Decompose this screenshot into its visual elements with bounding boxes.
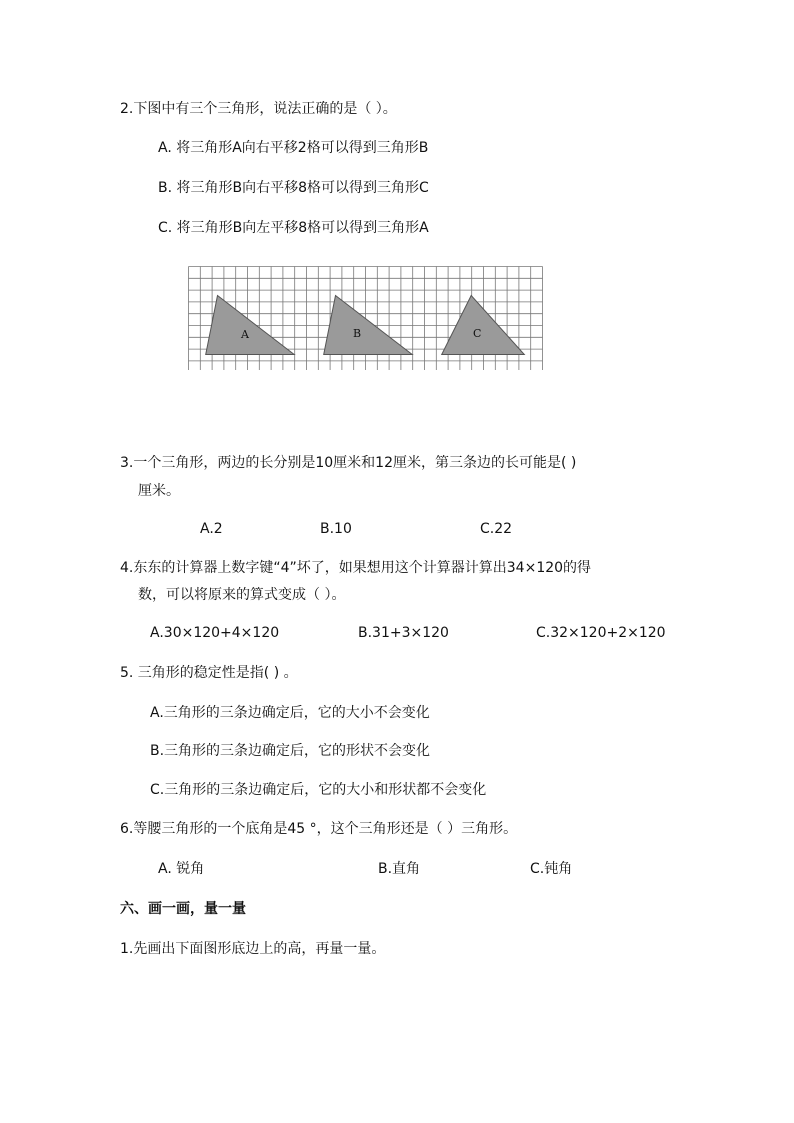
q2-stem: 2.下图中有三个三角形，说法正确的是（ ）。 xyxy=(120,101,397,117)
q4-stem-line2: 数，可以将原来的算式变成（ ）。 xyxy=(138,587,346,603)
q6-option-a: A. 锐角 xyxy=(158,861,205,877)
section6-title: 六、画一画，量一量 xyxy=(120,901,246,917)
section6-q1: 1.先画出下面图形底边上的高，再量一量。 xyxy=(120,941,386,957)
q3-stem-line1: 3.一个三角形，两边的长分别是10厘米和12厘米，第三条边的长可能是( ) xyxy=(120,455,577,471)
triangle-a-label: A xyxy=(241,328,249,341)
triangle-grid-figure xyxy=(188,266,544,370)
q3-stem-line2: 厘米。 xyxy=(138,483,180,499)
q4-option-b: B.31+3×120 xyxy=(358,625,449,641)
q6-option-b: B.直角 xyxy=(378,861,421,877)
q4-option-a: A.30×120+4×120 xyxy=(150,625,280,641)
q2-option-a: A. 将三角形A向右平移2格可以得到三角形B xyxy=(158,140,429,156)
triangle-b-label: B xyxy=(353,327,362,340)
q3-option-c: C.22 xyxy=(480,521,513,537)
q6-option-c: C.钝角 xyxy=(530,861,573,877)
q2-option-b: B. 将三角形B向右平移8格可以得到三角形C xyxy=(158,180,429,196)
q4-stem-line1: 4.东东的计算器上数字键“4”坏了，如果想用这个计算器计算出34×120的得 xyxy=(120,560,592,576)
q5-option-a: A.三角形的三条边确定后，它的大小不会变化 xyxy=(150,705,430,721)
triangle-a xyxy=(206,296,295,355)
triangle-c-label: C xyxy=(473,327,482,340)
triangle-c xyxy=(442,296,525,355)
q5-stem: 5. 三角形的稳定性是指( ) 。 xyxy=(120,665,298,681)
q5-option-c: C.三角形的三条边确定后，它的大小和形状都不会变化 xyxy=(150,782,487,798)
q2-option-c: C. 将三角形B向左平移8格可以得到三角形A xyxy=(158,220,429,236)
q4-option-c: C.32×120+2×120 xyxy=(536,625,666,641)
q3-option-a: A.2 xyxy=(200,521,223,537)
q5-option-b: B.三角形的三条边确定后，它的形状不会变化 xyxy=(150,743,431,759)
q6-stem: 6.等腰三角形的一个底角是45 °，这个三角形还是（ ）三角形。 xyxy=(120,821,518,837)
q3-option-b: B.10 xyxy=(320,521,352,537)
triangle-b xyxy=(324,296,413,355)
